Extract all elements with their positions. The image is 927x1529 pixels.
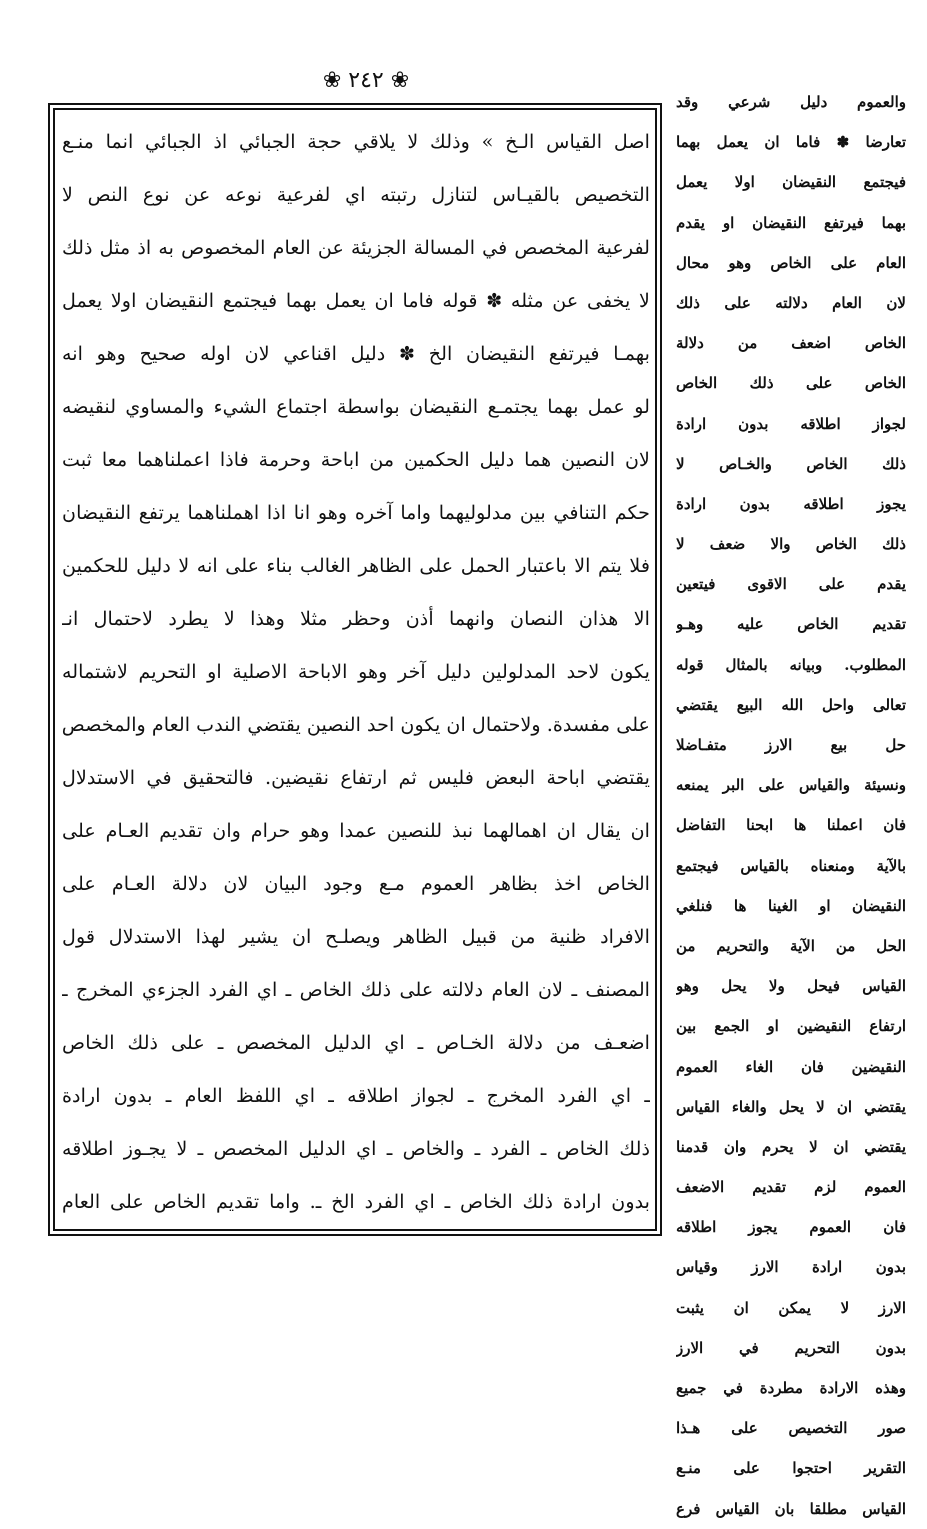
margin-line: فان اعملنا ها ابحنا التفاضل [676,816,906,835]
margin-line: القياس فيحل ولا يحل وهو [676,977,906,996]
main-text-line: بهمـا فيرتفع النقيضان الخ ✽ دليل اقناعي لان اوله صحيح وهو انه [62,342,650,365]
margin-line: العموم لزم تقديم الاضعف [676,1178,906,1197]
margin-line: التقرير احتجوا على منـع [676,1459,906,1478]
margin-line: النقيضان او الغينا ها فنلغي [676,896,906,915]
margin-line: القياس مطلقا بان القياس فرع [676,1499,906,1518]
main-text-line: لفرعية المخصص في المسالة الجزيئة عن العام المخصوص به اذ مثل ذلك [62,236,650,259]
margin-line: الخاص على ذلك الخاص [676,374,906,393]
main-text-line: حكم التنافي بين مدلوليهما واما آخره وهو انا اذا اهملناهما يرتفع النقيضان [62,501,650,524]
main-text-line: لو عمل بهما يجتمـع النقيضان بواسطة اجتماع الشيء والمساوي لنقيضه [62,395,650,418]
page-number: ❀ ٢٤٢ ❀ [322,68,410,93]
margin-line: ارتفاع النقيضين او الجمع بين [676,1017,906,1036]
main-text-line: يكون لاحد المدلولين دليل آخر وهو الاباحة الاصلية او التحريم لاشتماله [62,660,650,683]
margin-line: لان العام دلالته على ذلك [676,293,906,312]
margin-line: العام على الخاص وهو محال [676,253,906,272]
main-text-line: الخاص اخذ بظاهر العموم مـع وجود البيان لان دلالة العـام على [62,872,650,895]
margin-line: ذلك الخاص والا ضعف لا [676,535,906,554]
margin-line: يقتضي ان لا يحل والغاء القياس [676,1097,906,1116]
main-text-line: الافراد ظنية من قبيل الظاهر ويصلـح ان يشير لهذا الاستدلال قول [62,925,650,948]
margin-line: يقتضي ان لا يحرم وان قدمنا [676,1137,906,1156]
main-text-line: على مفسدة. ولاحتمال ان يكون احد النصين يقتضي الندب العام والمخصص [62,713,650,736]
main-text-line: بدون ارادة ذلك الخاص ـ اي الفرد الخ ـ. واما تقديم الخاص على العام [62,1190,650,1213]
main-text-line: ان يقال ان اهمالهما نبذ للنصين عمدا وهو حرام وان تقديم العـام على [62,819,650,842]
main-text-line: اضعـف من دلالة الخـاص ـ اي الدليل المخصص ـ على ذلك الخاص [62,1031,650,1054]
margin-line: تعارضا ✽ فاما ان يعمل بهما [676,133,906,152]
margin-line: بالآية ومنعناه بالقياس فيجتمع [676,856,906,875]
margin-line: الحل من الآية والتحريم من [676,936,906,955]
margin-line: والعموم دليل شرعي وقد [676,93,906,111]
main-text-block [62,115,650,1228]
margin-line: ذلك الخاص والخـاص لا [676,454,906,473]
main-text-line: ذلك الخاص ـ الفرد ـ والخاص ـ اي الدليل المخصص ـ لا يجـوز اطلاقه [62,1137,650,1160]
margin-line: بدون التحريم في الارز [676,1338,906,1357]
margin-line: بهما فيرتفع النقيضان او يقدم [676,213,906,232]
margin-line: تعالى واحل الله البيع يقتضي [676,695,906,714]
margin-line: يجوز اطلاقه بدون ارادة [676,494,906,513]
main-text-line: التخصيص بالقيـاس لتنازل رتبته اي لفرعية نوعه عن نوع النص لا [62,183,650,206]
margin-line: لجواز اطلاقه بدون ارادة [676,414,906,433]
margin-line: الخاص اضعف من دلالة [676,334,906,353]
main-text-line: الا هذان النصان وانهما أذن وحظر مثلا وهذا لا يطرد لاحتمال انـ [62,607,650,630]
margin-line: صور التخصيص على هـذا [676,1419,906,1438]
margin-line: حل بيع الارز متفـاضلا [676,736,906,754]
margin-line: فيجتمع النقيضان اولا يعمل [676,173,906,192]
main-text-line: يقتضي اباحة البعض فليس ثم ارتفاع نقيضين. فالتحقيق في الاستدلال [62,766,650,789]
main-text-line: فلا يتم الا باعتبار الحمل على الظاهر الغالب بناء على انه لا دليل للحكمين [62,554,650,577]
margin-line: بدون ارادة الارز وقياس [676,1258,906,1277]
main-text-line: المصنف ـ لان العام دلالته على ذلك الخاص ـ اي الفرد الجزءي المخرج ـ [62,978,650,1001]
margin-line: المطلوب. وبيانه بالمثال قوله [676,655,906,674]
margin-line: تقديم الخاص عليه وهـو [676,615,906,634]
main-text-line: ـ اي الفرد المخرج ـ لجواز اطلاقه ـ اي اللفظ العام ـ بدون ارادة [62,1084,650,1107]
main-text-line: اصل القياس الـخ » وذلك لا يلاقي حجة الجبائي اذ الجبائي انما منـع [62,130,650,153]
margin-line: النقيضين فان الغاء العموم [676,1057,906,1076]
margin-line: فان العموم يجوز اطلاقه [676,1218,906,1237]
margin-line: ونسيئة والقياس على البر يمنعه [676,776,906,795]
main-text-line: لا يخفى عن مثله ✽ قوله فاما ان يعمل بهما فيجتمع النقيضان اولا يعمل [62,289,650,312]
main-text-line: لان النصين هما دليل الحكمين من اباحة وحرمة فاذا اعملناهما معا ثبت [62,448,650,471]
margin-line: الارز لا يمكن ان يثبت [676,1298,906,1317]
margin-line: يقدم على الاقوى فيتعين [676,575,906,594]
margin-commentary [676,82,906,1529]
margin-line: وهذه الارادة مطردة في جميع [676,1379,906,1397]
